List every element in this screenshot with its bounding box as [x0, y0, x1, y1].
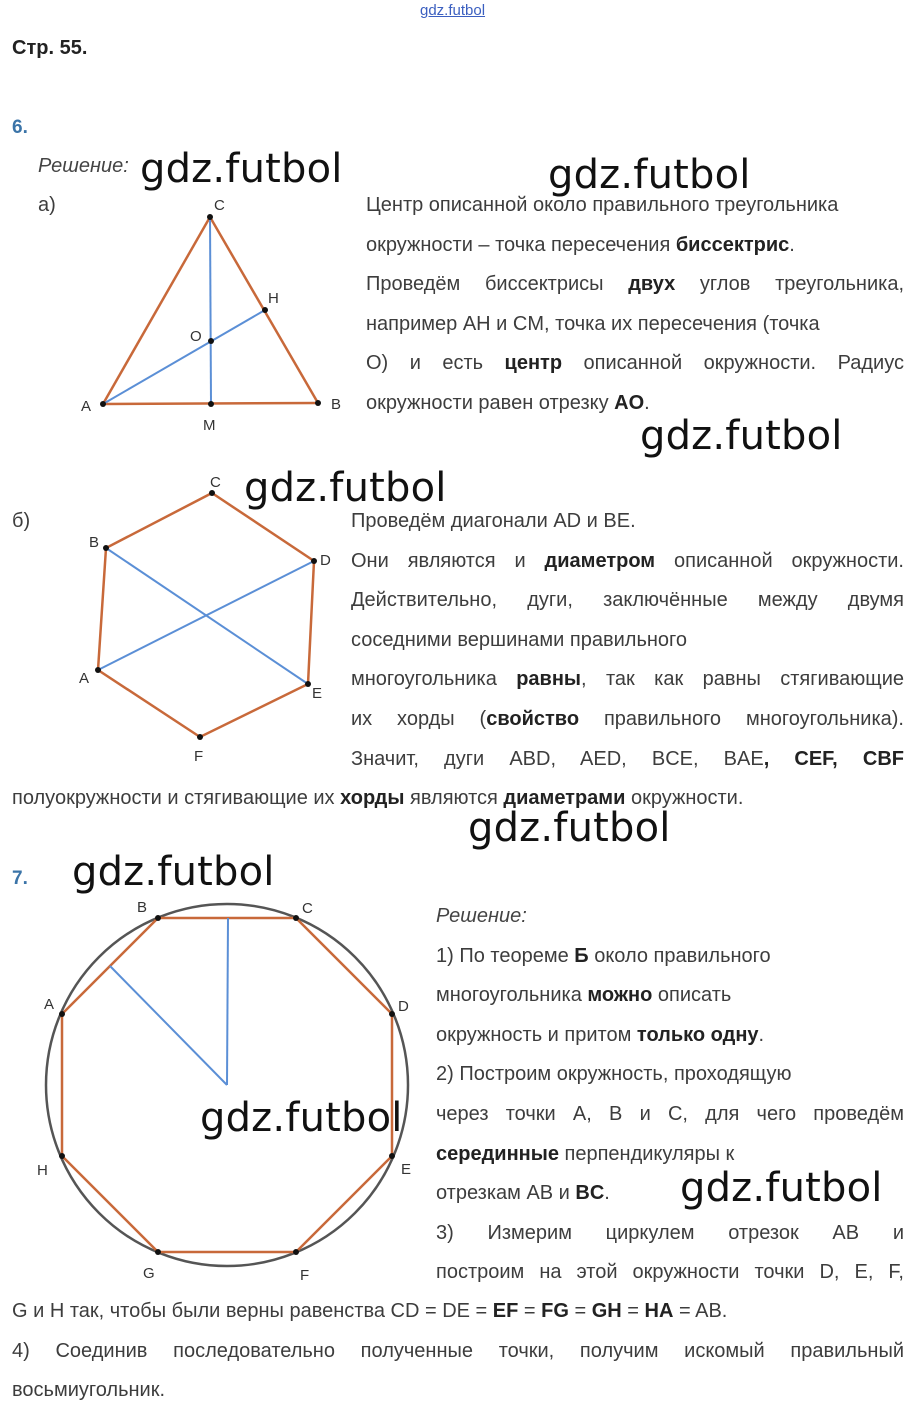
- task6-part-b-last-line: полуокружности и стягивающие их хорды являются диаметрами окружности.: [12, 787, 744, 809]
- watermark: gdz.futbol: [548, 152, 751, 198]
- task6-part-b-label: б): [12, 510, 31, 532]
- text-line: 1) По теореме Б около правильного: [436, 944, 771, 967]
- point-label: E: [312, 685, 323, 702]
- point-label: A: [79, 670, 90, 687]
- point-label: C: [214, 197, 225, 214]
- task6-part-a-text: [366, 186, 904, 424]
- task7-number: 7.: [12, 868, 28, 889]
- text-line: Проведём биссектрисы двух углов треугольника,: [366, 273, 904, 296]
- text-line: 2) Построим окружность, проходящую: [436, 1063, 792, 1086]
- text-line: окружности – точка пересечения биссектрис.: [366, 233, 795, 256]
- task6-number: 6.: [12, 117, 28, 138]
- point-label: C: [210, 474, 221, 491]
- point-label: B: [137, 899, 148, 916]
- watermark: gdz.futbol: [680, 1165, 883, 1211]
- point-label: H: [37, 1162, 48, 1179]
- point-label: A: [44, 996, 55, 1013]
- point-label: E: [401, 1161, 412, 1178]
- point-label: B: [331, 396, 342, 413]
- task7-solution-label: Решение:: [436, 905, 527, 927]
- point-label: D: [398, 998, 409, 1015]
- text-line: серединные перпендикуляры к: [436, 1142, 735, 1165]
- text-line: Значит, дуги ABD, AED, BCE, BAE, CEF, CBF: [351, 747, 904, 770]
- task6-solution-label: Решение:: [38, 155, 129, 177]
- point-label: D: [320, 552, 331, 569]
- text-line: 4) Соединив последовательно полученные точки, получим искомый правильный: [12, 1339, 904, 1362]
- page-header: Стр. 55.: [12, 37, 88, 59]
- watermark: gdz.futbol: [244, 465, 447, 511]
- task6-part-a-label: а): [38, 194, 56, 216]
- task7-full-text: [12, 1292, 904, 1411]
- point-label: O: [190, 328, 202, 345]
- text-line: отрезкам AB и BC.: [436, 1182, 610, 1205]
- watermark: gdz.futbol: [640, 413, 843, 459]
- point-label: B: [89, 534, 100, 551]
- watermark: gdz.futbol: [468, 805, 671, 851]
- point-label: C: [302, 900, 313, 917]
- point-label: F: [300, 1267, 310, 1284]
- text-line: например AH и CM, точка их пересечения (точка: [366, 312, 820, 335]
- text-line: их хорды (свойство правильного многоугольника).: [351, 707, 904, 730]
- point-label: F: [194, 748, 204, 765]
- text-line: Проведём диагонали AD и BE.: [351, 510, 636, 532]
- text-line: окружности равен отрезку AO.: [366, 391, 650, 414]
- watermark: gdz.futbol: [140, 146, 343, 192]
- watermark: gdz.futbol: [200, 1095, 403, 1141]
- text-line: окружность и притом только одну.: [436, 1023, 765, 1046]
- point-label: A: [81, 398, 92, 415]
- text-line: Центр описанной около правильного треугольника: [366, 194, 839, 216]
- watermark: gdz.futbol: [72, 849, 275, 895]
- text-line: многоугольника равны, так как равны стягивающие: [351, 668, 904, 691]
- point-label: M: [203, 417, 216, 434]
- point-label: H: [268, 290, 279, 307]
- text-line: O) и есть центр описанной окружности. Радиус: [366, 352, 904, 375]
- hexagon-diagram: [75, 470, 335, 770]
- text-line: построим на этой окружности точки D, E, F,: [436, 1261, 904, 1284]
- text-line: соседними вершинами правильного: [351, 628, 688, 651]
- text-line: через точки A, B и C, для чего проведём: [436, 1102, 904, 1125]
- octagon-diagram: [30, 890, 430, 1290]
- text-line: многоугольника можно описать: [436, 984, 732, 1007]
- text-line: восьмиугольник.: [12, 1379, 166, 1402]
- text-line: Действительно, дуги, заключённые между двумя: [351, 589, 904, 612]
- point-label: G: [143, 1265, 155, 1282]
- text-line: G и H так, чтобы были верны равенства CD = DE = EF = FG = GH = HA = AB.: [12, 1300, 728, 1322]
- triangle-diagram: [80, 195, 340, 435]
- top-watermark-link[interactable]: gdz.futbol: [420, 2, 486, 19]
- text-line: 3) Измерим циркулем отрезок AB и: [436, 1221, 904, 1244]
- text-line: Они являются и диаметром описанной окружности.: [351, 549, 904, 572]
- task7-text: [436, 897, 904, 1293]
- task6-part-b-text: [351, 502, 904, 779]
